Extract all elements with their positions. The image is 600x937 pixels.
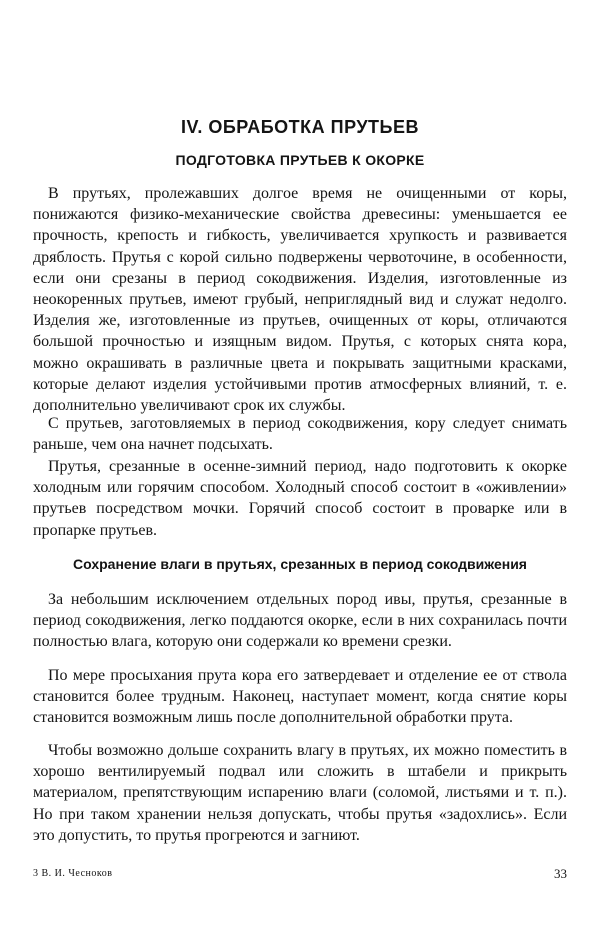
paragraph: За небольшим исключением отдельных пород ивы, прутья, срезанные в период сокодвижения, легко поддаются окорке, если в них сохранилась почти полностью влага, которую они содержали ко времени срезки. bbox=[33, 591, 567, 651]
paragraph: С прутьев, заготовляемых в период сокодвижения, кору следует снимать раньше, чем она начнет подсыхать. bbox=[33, 415, 567, 454]
page-number: 33 bbox=[554, 866, 567, 881]
signature-mark: 3 В. И. Чесноков bbox=[33, 868, 113, 879]
paragraph: Чтобы возможно дольше сохранить влагу в прутьях, их можно поместить в хорошо вентилируемый подвал или сложить в штабели и прикрыть материалом, препятствующим испарению влаги (соломой, листьями и т. п.). Но при таком хранении нельзя допускать, чтобы прутья «задохлись». Если это допустить, то прутья прогреются и загниют. bbox=[33, 742, 567, 844]
section-title-moisture: Сохранение влаги в прутьях, срезанных в период сокодвижения bbox=[73, 556, 527, 572]
paragraph: Прутья, срезанные в осенне-зимний период, надо подготовить к окорке холодным или горячим способом. Холодный способ состоит в «оживлении» прутьев посредством мочки. Горячий способ состоит в проварке или в пропарке прутьев. bbox=[33, 458, 567, 539]
section-title-preparation: ПОДГОТОВКА ПРУТЬЕВ К ОКОРКЕ bbox=[175, 152, 425, 168]
paragraph: В прутьях, пролежавших долгое время не очищенными от коры, понижаются физико-механические свойства древесины: уменьшается ее прочность, крепость и гибкость, увеличивается хрупкость и развивается дряблость. Прутья с корой сильно подвержены червоточине, в особенности, если они срезаны в период сокодвижения. Изделия, изготовленные из неокоренных прутьев, имеют грубый, неприглядный вид и служат недолго. Изделия же, изготовленные из прутьев, очищенных от коры, отличаются большой прочностью и изящным видом. Прутья, с которых снята кора, можно окрашивать в различные цвета и покрывать защитными красками, которые делают изделия устойчивыми против атмосферных влияний, т. е. дополнительно увеличивают срок их службы. bbox=[33, 185, 567, 415]
chapter-title: IV. ОБРАБОТКА ПРУТЬЕВ bbox=[181, 117, 419, 137]
paragraph: По мере просыхания прута кора его затвердевает и отделение ее от ствола становится более трудным. Наконец, наступает момент, когда снятие коры становится возможным лишь после дополнительной обработки прута. bbox=[33, 667, 567, 727]
